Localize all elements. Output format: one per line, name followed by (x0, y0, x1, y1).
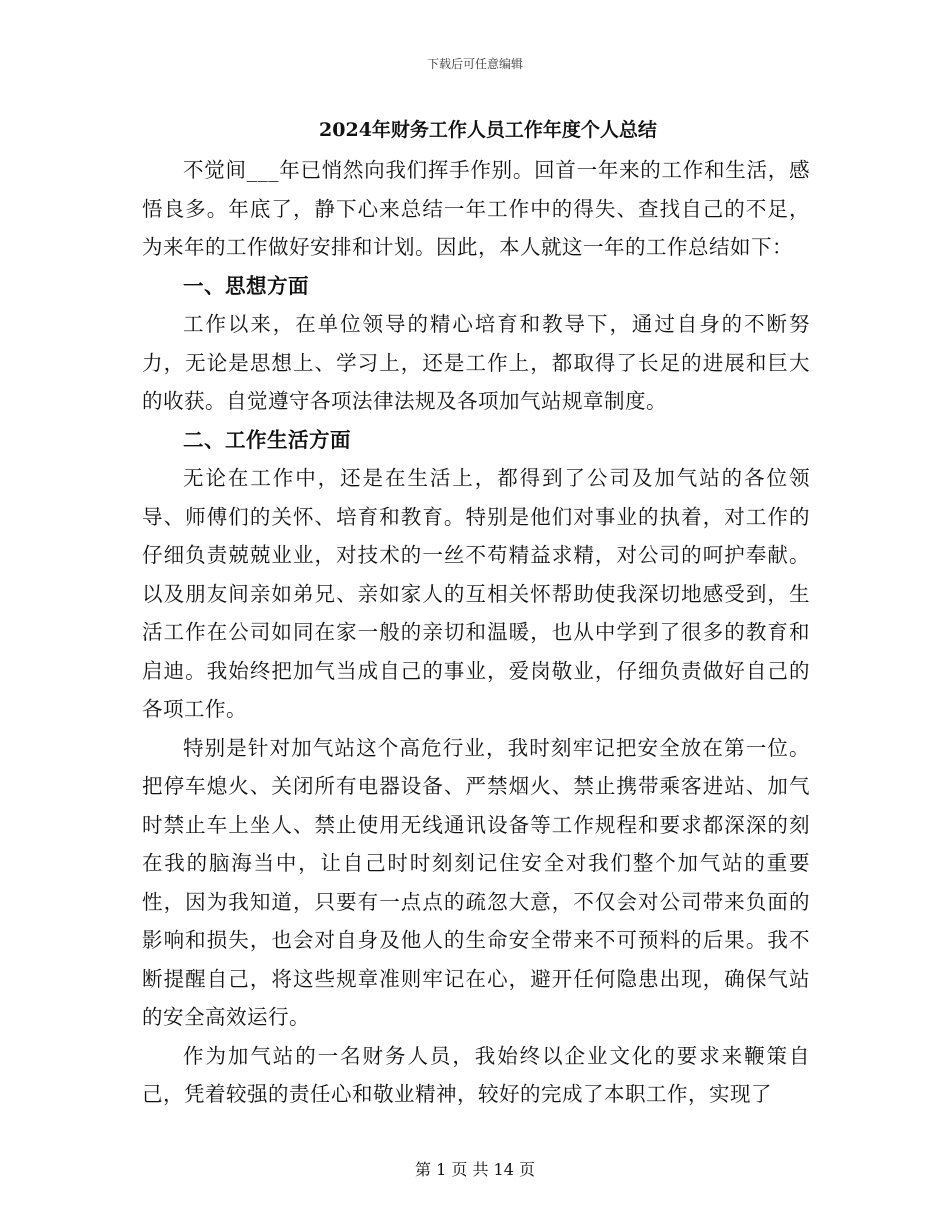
document-title: 2024年财务工作人员工作年度个人总结 (319, 119, 657, 141)
document-body (142, 113, 810, 1114)
intro-paragraph: 不觉间___年已悄然向我们挥手作别。回首一年来的工作和生活，感悟良多。年底了，静下心来总结一年工作中的得失、查找自己的不足，为来年的工作做好安排和计划。因此，本人就这一年的工作总结如下： (142, 158, 810, 259)
paragraph-work-life-1: 无论在工作中，还是在生活上，都得到了公司及加气站的各位领导、师傅们的关怀、培育和教育。特别是他们对事业的执着，对工作的仔细负责兢兢业业，对技术的一丝不苟精益求精，对公司的呵护奉献。以及朋友间亲如弟兄、亲如家人的互相关怀帮助使我深切地感受到，生活工作在公司如同在家一般的亲切和温暖，也从中学到了很多的教育和启迪。我始终把加气当成自己的事业，爱岗敬业，仔细负责做好自己的各项工作。 (142, 466, 810, 721)
page-indicator: 第 1 页 共 14 页 (415, 1160, 535, 1179)
header-note: 下载后可任意编辑 (426, 57, 523, 71)
section-heading-thought: 一、思想方面 (183, 273, 309, 298)
paragraph-work-life-2: 特别是针对加气站这个高危行业，我时刻牢记把安全放在第一位。把停车熄火、关闭所有电器设备、严禁烟火、禁止携带乘客进站、加气时禁止车上坐人、禁止使用无线通讯设备等工作规程和要求都深深的刻在我的脑海当中，让自己时时刻刻记住安全对我们整个加气站的重要性，因为我知道，只要有一点点的疏忽大意，不仅会对公司带来负面的影响和损失，也会对自身及他人的生命安全带来不可预料的后果。我不断提醒自己，将这些规章准则牢记在心，避开任何隐患出现，确保气站的安全高效运行。 (142, 735, 810, 1029)
paragraph-thought-1: 工作以来，在单位领导的精心培育和教导下，通过自身的不断努力，无论是思想上、学习上，还是工作上，都取得了长足的进展和巨大的收获。自觉遵守各项法律法规及各项加气站规章制度。 (142, 312, 810, 413)
section-heading-work-life: 二、工作生活方面 (183, 427, 351, 452)
paragraph-work-life-3: 作为加气站的一名财务人员，我始终以企业文化的要求来鞭策自己，凭着较强的责任心和敬业精神，较好的完成了本职工作，实现了 (142, 1043, 810, 1106)
